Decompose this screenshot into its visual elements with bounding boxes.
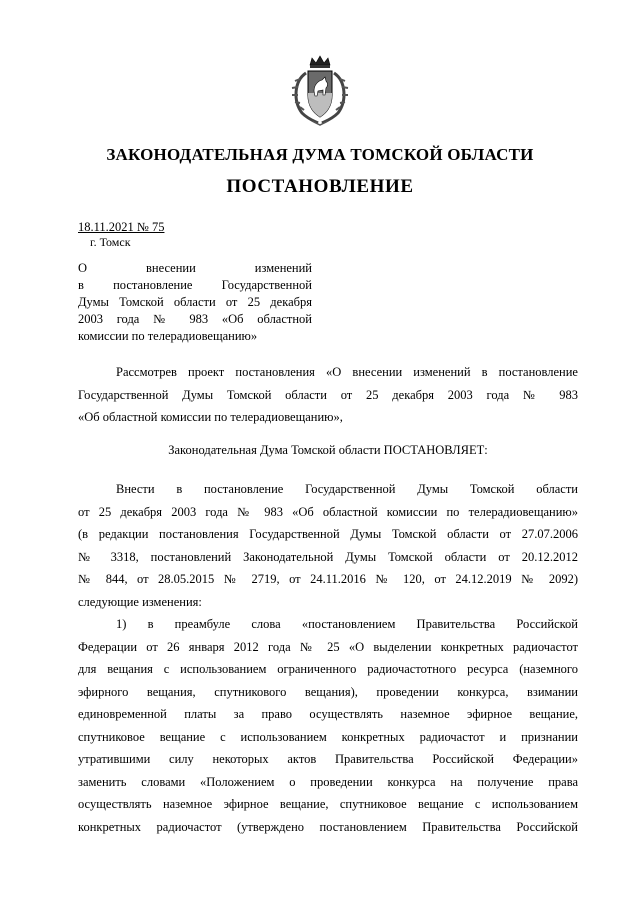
body-line: осуществлять наземное эфирное вещание, спутниковое вещание с использованием [78, 797, 578, 811]
body-line: заменить словами «Положением о проведении конкурса на получение права [78, 774, 578, 789]
document-subject [78, 260, 312, 345]
document-city: г. Томск [90, 235, 131, 249]
body-line: для вещания с использованием ограниченного радиочастотного ресурса (наземного [78, 662, 578, 676]
intro-line: Рассмотрев проект постановления «О внесении изменений в постановление [116, 365, 578, 379]
body-line: (в редакции постановления Государственной Думы Томской области от 27.07.2006 [78, 527, 578, 541]
subject-line: О внесении изменений [78, 261, 312, 275]
body-line: конкретных радиочастот (утверждено постановлением Правительства Российской [78, 819, 578, 834]
body-line: спутниковое вещание с использованием конкретных радиочастот и признании [78, 729, 578, 744]
subject-line: в постановление Государственной [78, 278, 312, 292]
body-line: 1) в преамбуле слова «постановлением Правительства Российской [116, 617, 578, 631]
organization-title: ЗАКОНОДАТЕЛЬНАЯ ДУМА ТОМСКОЙ ОБЛАСТИ [106, 145, 534, 164]
body-line: Федерации от 26 января 2012 года № 25 «О выделении конкретных радиочастот [78, 639, 578, 654]
subject-line: комиссии по телерадиовещанию» [78, 329, 258, 343]
document-date-number: 18.11.2021 № 75 [78, 220, 165, 234]
body-line: единовременной платы за право осуществлять наземное эфирное вещание, [78, 707, 578, 721]
body-line: от 25 декабря 2003 года № 983 «Об областной комиссии по телерадиовещанию» [78, 504, 578, 519]
body-line: следующие изменения: [78, 594, 202, 609]
resolve-statement: Законодательная Дума Томской области ПОСТАНОВЛЯЕТ: [168, 443, 488, 457]
coat-of-arms-icon [288, 55, 352, 127]
body-line: утратившими силу некоторых актов Правительства Российской Федерации» [78, 752, 578, 766]
body-line: Внести в постановление Государственной Думы Томской области [116, 482, 578, 496]
subject-line: 2003 года № 983 «Об областной [78, 312, 312, 326]
body-line: № 3318, постановлений Законодательной Думы Томской области от 20.12.2012 [78, 549, 578, 564]
intro-paragraph [78, 361, 578, 429]
body-text [78, 478, 578, 838]
body-line: № 844, от 28.05.2015 № 2719, от 24.11.2016 № 120, от 24.12.2019 № 2092) [78, 572, 578, 586]
intro-line: «Об областной комиссии по телерадиовещанию», [78, 410, 343, 424]
subject-line: Думы Томской области от 25 декабря [78, 295, 312, 309]
document-type-title: ПОСТАНОВЛЕНИЕ [226, 176, 414, 197]
intro-line: Государственной Думы Томской области от 25 декабря 2003 года № 983 [78, 387, 578, 402]
body-line: эфирного вещания, спутникового вещания), проведении конкурса, взимании [78, 684, 578, 699]
